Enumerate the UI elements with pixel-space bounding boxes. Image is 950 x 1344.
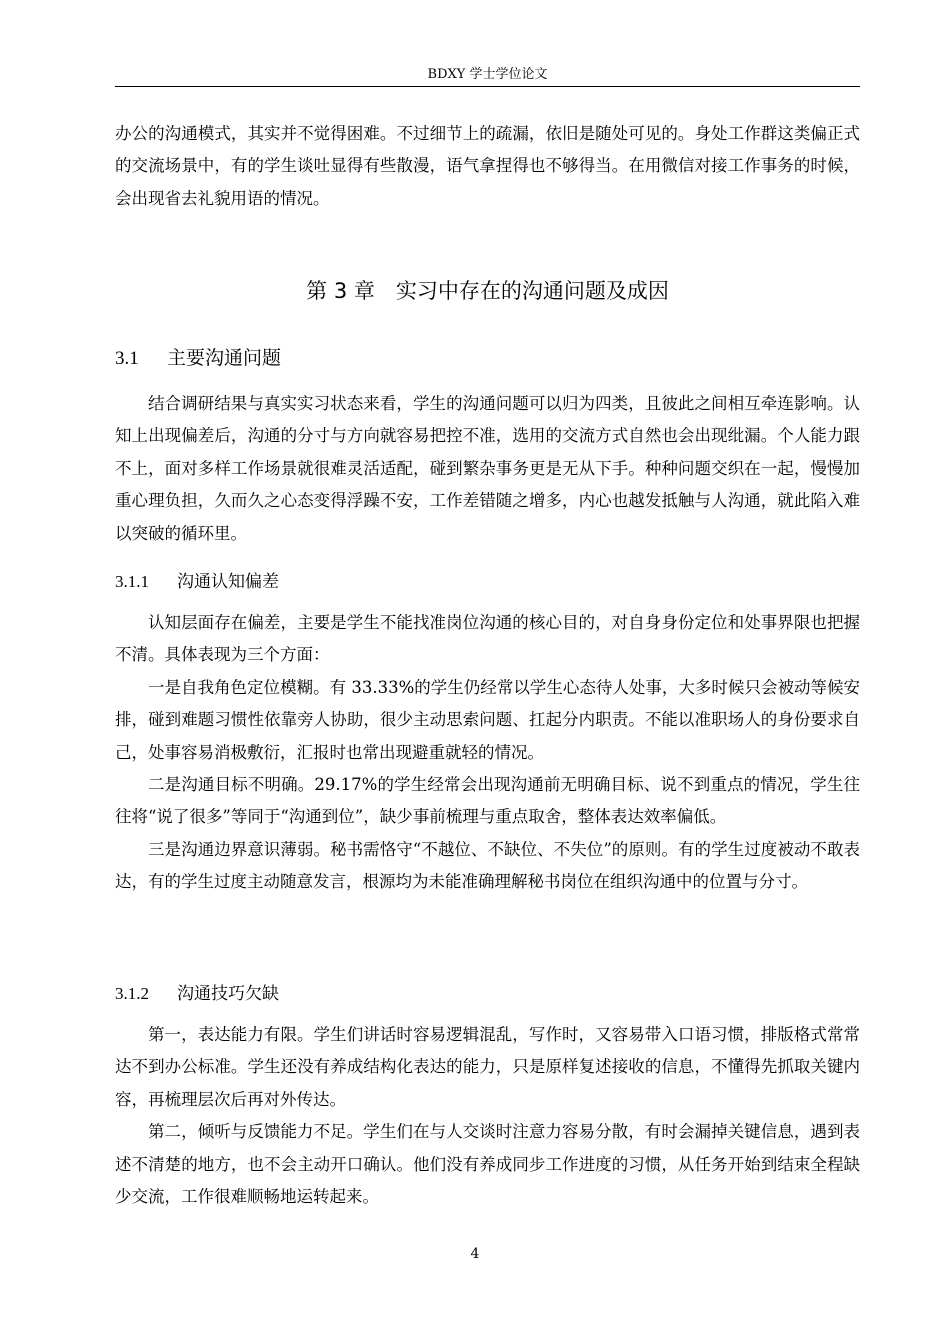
section-heading-3-1-2 [115, 981, 279, 1007]
page-number: 4 [470, 1246, 480, 1262]
section-3-1-1-body [115, 607, 860, 899]
section-heading-3-1-1 [115, 569, 279, 595]
page-header: BDXY 学士学位论文 [115, 64, 860, 87]
paragraph: 认知层面存在偏差，主要是学生不能找准岗位沟通的核心目的，对自身身份定位和处事界限也把握不清。具体表现为三个方面： [115, 613, 860, 665]
paragraph: 二是沟通目标不明确。29.17%的学生经常会出现沟通前无明确目标、说不到重点的情况，学生往往将“说了很多”等同于“沟通到位”，缺少事前梳理与重点取舍，整体表达效率偏低。 [115, 775, 860, 827]
section-3-1-body [115, 388, 860, 550]
section-title: 主要沟通问题 [167, 347, 282, 369]
paragraph: 第二，倾听与反馈能力不足。学生们在与人交谈时注意力容易分散，有时会漏掉关键信息，遇到表述不清楚的地方，也不会主动开口确认。他们没有养成同步工作进度的习惯，从任务开始到结束全程缺少交流，工作很难顺畅地运转起来。 [115, 1122, 860, 1207]
paragraph: 三是沟通边界意识薄弱。秘书需恪守“不越位、不缺位、不失位”的原则。有的学生过度被动不敢表达，有的学生过度主动随意发言，根源均为未能准确理解秘书岗位在组织沟通中的位置与分寸。 [115, 839, 860, 892]
section-number: 3.1.1 [115, 572, 149, 591]
intro-block [115, 118, 860, 215]
chapter-title: 第 3 章 实习中存在的沟通问题及成因 [306, 279, 669, 303]
paragraph: 一是自我角色定位模糊。有 33.33%的学生仍经常以学生心态待人处事，大多时候只会被动等候安排，碰到难题习惯性依靠旁人协助，很少主动思索问题、扛起分内职责。不能以准职场人的身份要求自己，处事容易消极敷衍，汇报时也常出现避重就轻的情况。 [115, 677, 860, 762]
section-title: 沟通认知偏差 [177, 572, 279, 592]
paragraph: 结合调研结果与真实实习状态来看，学生的沟通问题可以归为四类，且彼此之间相互牵连影响。认知上出现偏差后，沟通的分寸与方向就容易把控不准，选用的交流方式自然也会出现纰漏。个人能力跟不上，面对多样工作场景就很难灵活适配，碰到繁杂事务更是无从下手。种种问题交织在一起，慢慢加重心理负担，久而久之心态变得浮躁不安，工作差错随之增多，内心也越发抵触与人沟通，就此陷入难以突破的循环里。 [115, 394, 860, 543]
section-number: 3.1 [115, 348, 139, 369]
paragraph: 第一，表达能力有限。学生们讲话时容易逻辑混乱，写作时，又容易带入口语习惯，排版格式常常达不到办公标准。学生还没有养成结构化表达的能力，只是原样复述接收的信息，不懂得先抓取关键内容，再梳理层次后再对外传达。 [115, 1025, 860, 1109]
section-heading-3-1 [115, 344, 281, 373]
intro-paragraph: 办公的沟通模式，其实并不觉得困难。不过细节上的疏漏，依旧是随处可见的。身处工作群这类偏正式的交流场景中，有的学生谈吐显得有些散漫，语气拿捏得也不够得当。在用微信对接工作事务的时候，会出现省去礼貌用语的情况。 [115, 124, 860, 208]
section-3-1-2-body [115, 1019, 860, 1213]
section-number: 3.1.2 [115, 984, 149, 1003]
section-title: 沟通技巧欠缺 [177, 984, 279, 1004]
